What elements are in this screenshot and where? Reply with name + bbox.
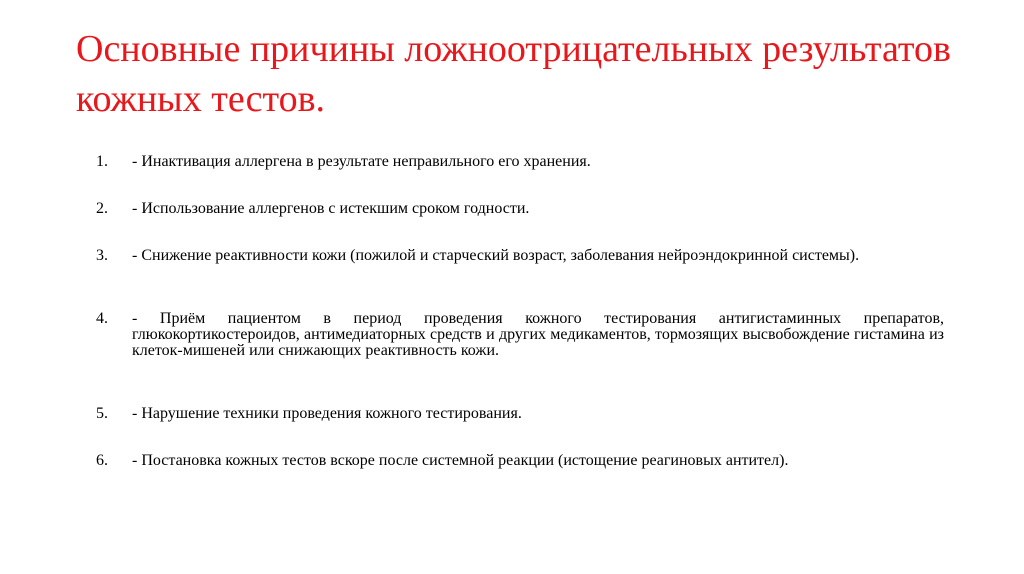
list-item xyxy=(96,201,944,217)
list-item xyxy=(96,248,944,264)
list-item-number: 3. xyxy=(96,247,108,264)
list-item xyxy=(96,406,944,422)
slide-title: Основные причины ложноотрицательных результатов кожных тестов. xyxy=(76,28,951,120)
list-item-number: 2. xyxy=(96,200,108,217)
list-item xyxy=(96,311,944,359)
list-item xyxy=(96,453,944,469)
list-item-number: 5. xyxy=(96,405,108,422)
list-item-number: 4. xyxy=(96,310,108,327)
list-item xyxy=(96,154,944,170)
list-item-number: 6. xyxy=(96,452,108,469)
list-item-number: 1. xyxy=(96,153,108,170)
list-item-text: - Нарушение техники проведения кожного тестирования. xyxy=(132,405,522,422)
list-item-text: - Использование аллергенов с истекшим сроком годности. xyxy=(132,200,530,217)
list-item-text: - Инактивация аллергена в результате неправильного его хранения. xyxy=(132,153,591,170)
list-item-text: - Постановка кожных тестов вскоре после системной реакции (истощение реагиновых антител). xyxy=(132,452,789,469)
list-item-text: - Приём пациентом в период проведения кожного тестирования антигистаминных препаратов, глюкокортикостероидов, антимедиаторных средств и других медикаментов, тормозящих высвобождение гистамина из клеток-мишеней или снижающих реактивность кожи. xyxy=(132,310,944,359)
list-item-text: - Снижение реактивности кожи (пожилой и старческий возраст, заболевания нейроэндокринной системы). xyxy=(132,247,860,264)
